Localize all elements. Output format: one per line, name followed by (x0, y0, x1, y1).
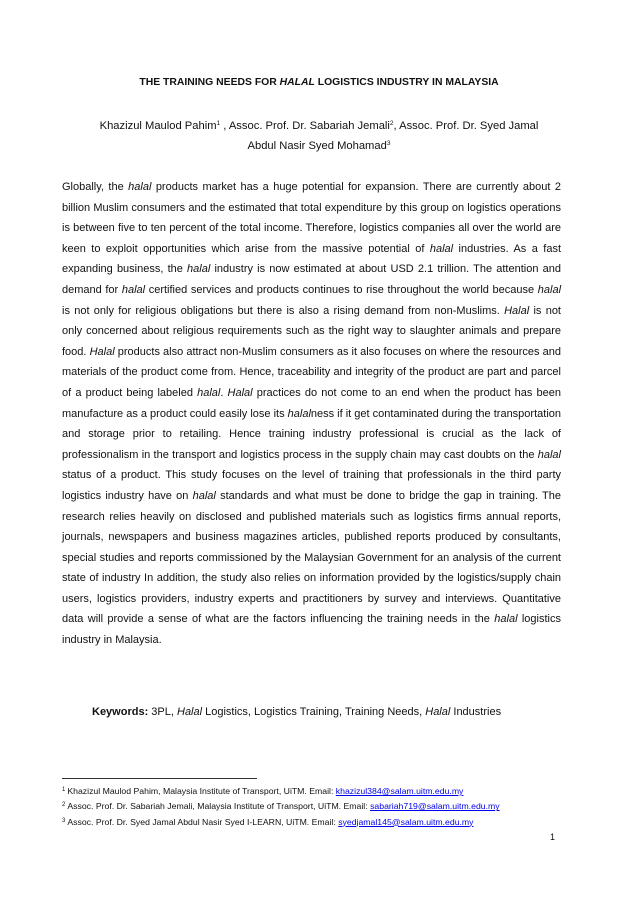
email-link[interactable]: khazizul384@salam.uitm.edu.my (335, 786, 464, 796)
abstract-italic-term: halal (187, 263, 211, 276)
abstract-italic-term: halal (192, 489, 216, 502)
abstract-text-run: . (220, 386, 228, 399)
abstract-italic-term: halal (128, 181, 152, 193)
abstract-italic-term: Halal (504, 304, 530, 317)
abstract-text-run: ness if it get contaminated during the transportation and storage prior to retailing. Hence training industry professional is crucial as the lack of professionalism in the transport and logistics process in the supply chain may cast doubts on the (62, 407, 561, 461)
footnote-3: $^3$ Assoc. Prof. Dr. Syed Jamal Abdul Nasir Syed I-LEARN, UiTM. Email: syedjamal145@salam.uitm.edu.my (62, 816, 474, 827)
abstract-italic-term: halal (537, 448, 561, 461)
author-line-2: Abdul Nasir Syed Mohamad$^3$ (247, 140, 391, 152)
abstract-italic-term: halal (287, 407, 311, 420)
footnotes (62, 784, 572, 830)
abstract-italic-term: halal (121, 283, 146, 296)
abstract-text-run: industry is now estimated at about USD 2.1 trillion. The attention and demand for (62, 263, 561, 296)
abstract-text-run: status of a product. This study focuses on the level of training that professionals in the third party logistics industry have on (62, 469, 561, 502)
abstract-text-run: Globally, the (62, 181, 129, 193)
footnote-divider (62, 778, 257, 779)
keywords-line: Keywords: 3PL, Halal Logistics, Logistics Training, Training Needs, Halal Industries (92, 706, 502, 718)
author-list (60, 116, 578, 156)
keywords-label: Keywords: (92, 706, 149, 718)
abstract-text-run: products also attract non-Muslim consumers as it also focuses on where the resources and materials of the product come from. Hence, traceability and integrity of the product are part and parcel of a product being labeled (62, 345, 561, 399)
paper-title (60, 77, 578, 88)
abstract-text-run: is not only for religious obligations but there is also a rising demand from non-Muslims. (62, 304, 505, 317)
email-link[interactable]: syedjamal145@salam.uitm.edu.my (338, 816, 474, 827)
email-link[interactable]: sabariah719@salam.uitm.edu.my (370, 801, 500, 812)
footnote-2: $^2$ Assoc. Prof. Dr. Sabariah Jemali, Malaysia Institute of Transport, UiTM. Email: sabariah719@salam.uitm.edu.my (62, 801, 500, 812)
title-part: THE TRAINING NEEDS FOR (139, 77, 280, 88)
abstract-text-run: products market has a huge potential for expansion. There are currently about 2 billion Muslim consumers and the estimated that total expenditure by this group on logistics operations is between five to ten percent of the total income. Therefore, logistics companies all over the world are keen to exploit opportunities which arise from the massive potential of (62, 181, 561, 255)
abstract-italic-term: Halal (89, 345, 115, 358)
abstract-text-run: logistics industry in Malaysia. (62, 613, 561, 647)
abstract-text-run: certified services and products continues to rise throughout the world because (145, 283, 538, 296)
abstract-text-run: is not only concerned about religious requirements such as the right way to slaughter animals and prepare food. (62, 304, 561, 358)
abstract-text-run: standards and what must be done to bridge the gap in training. The research relies heavily on disclosed and published materials such as logistics firms annual reports, journals, newspapers and business magazines articles, published reports produced by consultants, special studies and reports commissioned by the Malaysian Government for an analysis of the current state of industry In addition, the study also relies on information provided by the logistics/supply chain users, logistics providers, industry experts and practitioners by survey and interviews. Quantitative data will provide a sense of what are the factors influencing the training needs in the (62, 489, 561, 626)
abstract-italic-term: Halal (227, 386, 253, 399)
title-italic: HALAL (279, 77, 315, 88)
footnote-1: $^1$ Khazizul Maulod Pahim, Malaysia Institute of Transport, UiTM. Email: khazizul384@salam.uitm.edu.my (62, 786, 464, 796)
abstract-italic-term: halal (494, 613, 518, 626)
abstract-text-run: industries. As a fast expanding business, the (62, 242, 562, 276)
author-line-1: Khazizul Maulod Pahim$^1$ , Assoc. Prof. Dr. Sabariah Jemali$^2$, Assoc. Prof. Dr. Syed Jamal (99, 120, 539, 132)
abstract-paragraph (62, 177, 561, 651)
abstract-text-run: practices do not come to an end when the product has been manufacture as a product could easily lose its (62, 386, 561, 420)
abstract-italic-term: halal (537, 283, 562, 296)
title-part: LOGISTICS INDUSTRY IN MALAYSIA (314, 77, 499, 88)
abstract-italic-term: halal (197, 386, 221, 399)
page-number: 1 (550, 832, 556, 842)
abstract-italic-term: halal (429, 242, 454, 255)
